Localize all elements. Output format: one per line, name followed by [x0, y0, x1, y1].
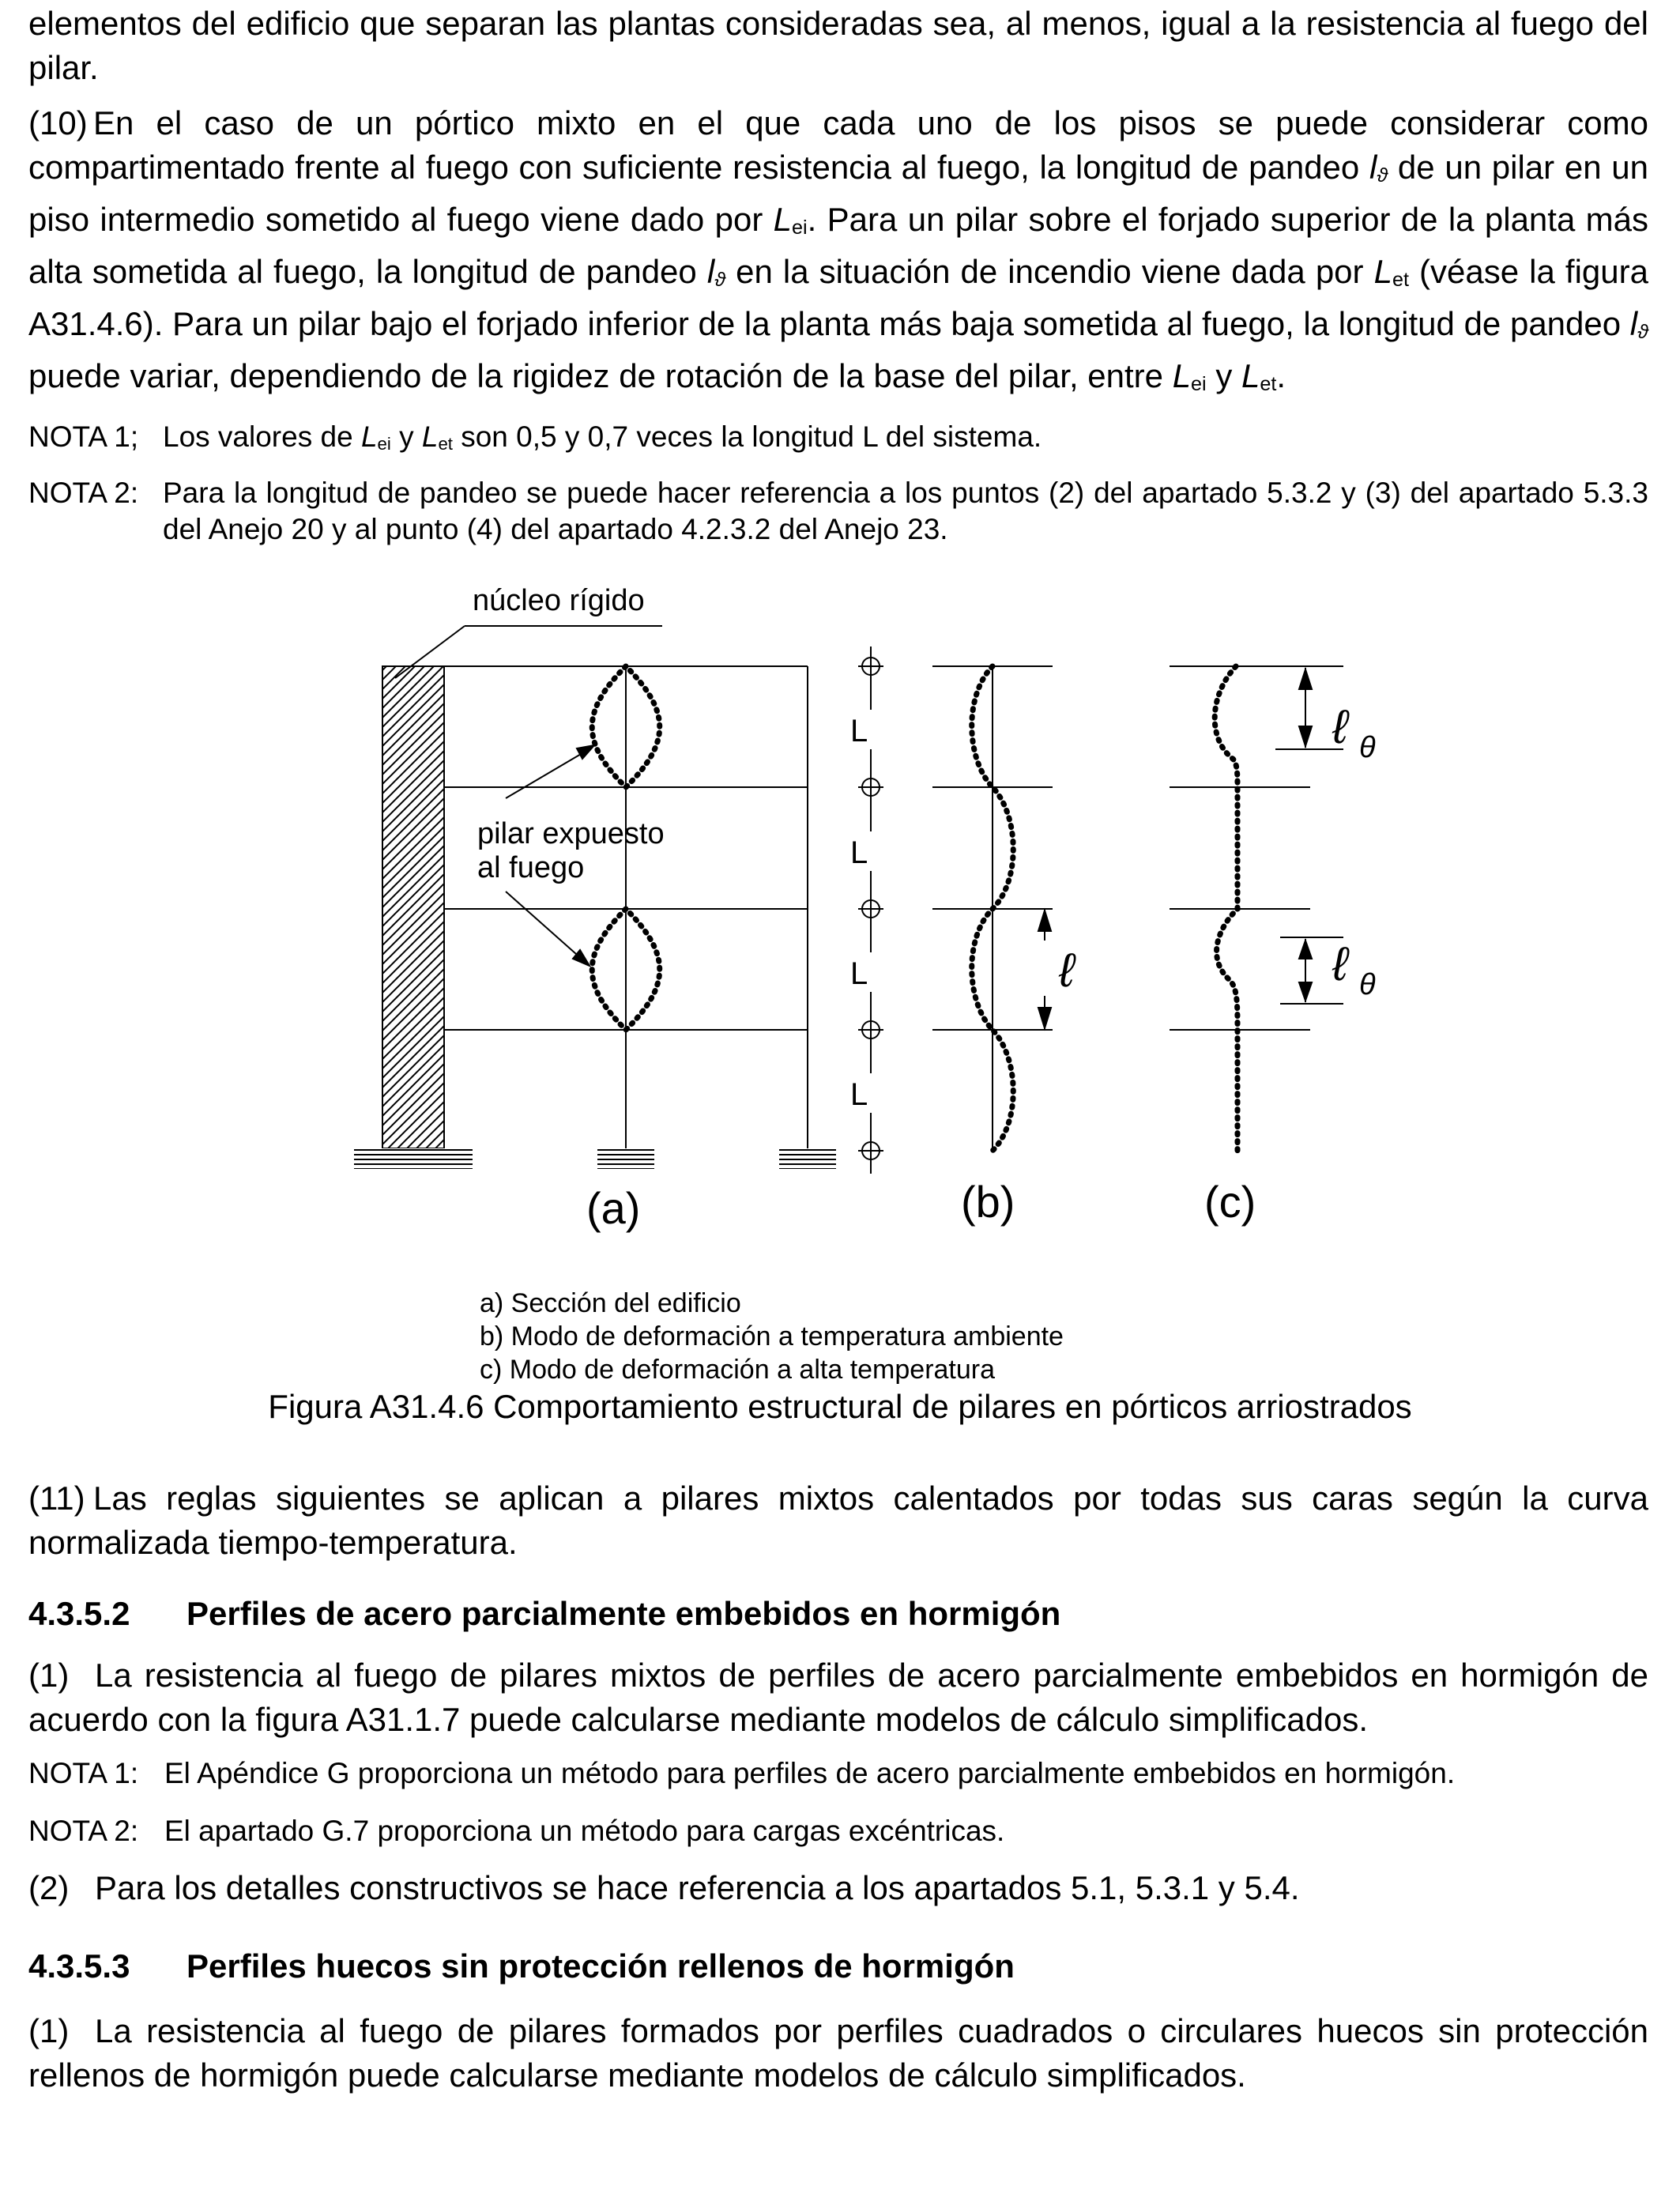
figure-title: Figura A31.4.6 Comportamiento estructural de pilares en pórticos arriostrados [268, 1388, 1412, 1425]
note-label: NOTA 2: [28, 1815, 139, 1847]
rigid-core [382, 666, 444, 1148]
paragraph-10: (10) En el caso de un pórtico mixto en el que cada uno de los pisos se puede considerar como compartimentado frente al fuego con suficiente resistencia al fuego, la longitud de pandeo $l_ϑ$ de un pilar en un piso intermedio sometido al fuego viene dado por $L_{ei}$. Para un pilar sobre el forjado superior de la planta más alta sometida al fuego, la longitud de pandeo $l_ϑ$ en la situación de incendio viene dada por $L_{et}$ (véase la figura A31.4.6). Para un pilar bajo el forjado inferior de la planta más baja sometida al fuego, la longitud de pandeo $l_ϑ$ puede variar, dependiendo de la rigidez de rotación de la base del pilar, entre $L_{ei}$ y $L_{et}$. [28, 101, 1648, 406]
heading-4-3-5-3: 4.3.5.3 Perfiles huecos sin protección rellenos de hormigón [28, 1947, 1015, 1985]
fire-length-symbol-middle: ℓ [1332, 937, 1348, 990]
label-c: (c) [1204, 1177, 1256, 1227]
theta-subscript-top: θ [1359, 731, 1376, 764]
note-label: NOTA 2: [28, 477, 139, 509]
paragraph-number: (2) [28, 1869, 70, 1906]
storey-label: L [850, 956, 868, 991]
note-label: NOTA 1: [28, 1757, 139, 1789]
caption-c: c) Modo de deformación a alta temperatura [480, 1355, 996, 1385]
paragraph-4-3-5-3-1: (1) La resistencia al fuego de pilares formados por perfiles cuadrados o circulares huecos sin protección rellenos de hormigón puede calcularse mediante modelos de cálculo simplificados. [28, 2009, 1648, 2098]
storey-label: L [850, 835, 868, 870]
paragraph-continuation: elementos del edificio que separan las plantas consideradas sea, al menos, igual a la resistencia al fuego del pilar. [28, 5, 1648, 86]
storey-label: L [850, 1077, 868, 1112]
core-label: núcleo rígido [473, 584, 645, 617]
buckling-length-symbol: ℓ [1059, 944, 1075, 997]
theta-subscript-middle: θ [1359, 968, 1376, 1001]
paragraph-4-3-5-2-2: (2) Para los detalles constructivos se hace referencia a los apartados 5.1, 5.3.1 y 5.4. [28, 1866, 1648, 1910]
exposed-column-label-line2: al fuego [477, 851, 585, 884]
paragraph-11: (11) Las reglas siguientes se aplican a pilares mixtos calentados por todas sus caras según la curva normalizada tiempo-temperatura. [28, 1476, 1648, 1565]
note-label: NOTA 1; [28, 420, 139, 453]
foundation-right [779, 1148, 836, 1169]
paragraph-4-3-5-2-1: (1) La resistencia al fuego de pilares mixtos de perfiles de acero parcialmente embebidos en hormigón de acuerdo con la figura A31.1.7 puede calcularse mediante modelos de cálculo simplificados. [28, 1653, 1648, 1742]
note-1: NOTA 1; Los valores de $L_{ei}$ y $L_{et}$ son 0,5 y 0,7 veces la longitud L del sistema. [28, 420, 1042, 454]
paragraph-number: (1) [28, 1657, 70, 1694]
note-4-3-5-2-2: NOTA 2: El apartado G.7 proporciona un método para cargas excéntricas. [28, 1813, 1648, 1849]
label-a: (a) [586, 1183, 641, 1233]
note-4-3-5-2-1: NOTA 1: El Apéndice G proporciona un método para perfiles de acero parcialmente embebidos en hormigón. [28, 1755, 1648, 1792]
heading-4-3-5-2: 4.3.5.2 Perfiles de acero parcialmente embebidos en hormigón [28, 1595, 1061, 1632]
exposed-column-label-line1: pilar expuesto [477, 817, 665, 850]
mode-ambient [932, 666, 1076, 1227]
note-2: NOTA 2: Para la longitud de pandeo se puede hacer referencia a los puntos (2) del apartado 5.3.2 y (3) del apartado 5.3.3 del Anejo 20 y al punto (4) del apartado 4.2.3.2 del Anejo 23. [28, 477, 1648, 545]
paragraph-number: (10) [28, 104, 88, 141]
foundation-left [354, 1148, 473, 1169]
paragraph-number: (11) [28, 1480, 85, 1517]
storey-labels [847, 710, 882, 1113]
mode-high-temperature [1170, 666, 1376, 1227]
caption-a: a) Sección del edificio [480, 1288, 741, 1318]
paragraph-number: (1) [28, 2012, 70, 2049]
buckling-length-dimension [1035, 909, 1054, 1030]
storey-label: L [850, 714, 868, 748]
building-section [354, 584, 836, 1233]
foundation-middle [597, 1148, 654, 1169]
label-b: (b) [961, 1177, 1015, 1227]
fire-length-symbol-top: ℓ [1332, 700, 1348, 753]
caption-b: b) Modo de deformación a temperatura ambiente [480, 1321, 1064, 1351]
columns [626, 666, 808, 1148]
